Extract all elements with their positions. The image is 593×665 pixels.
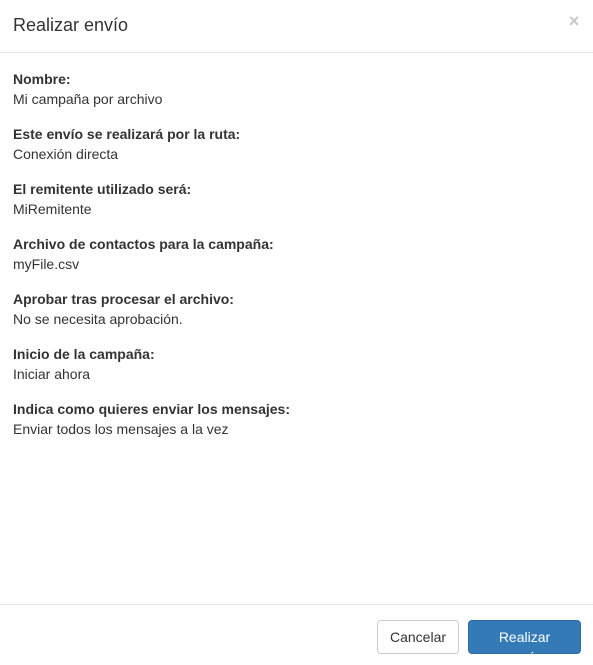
field-sender bbox=[13, 179, 580, 219]
field-value: myFile.csv bbox=[13, 256, 80, 272]
close-button[interactable] bbox=[567, 12, 581, 30]
field-approval bbox=[13, 289, 580, 329]
modal-title: Realizar envío bbox=[13, 15, 129, 35]
field-value: Iniciar ahora bbox=[13, 366, 91, 382]
close-icon: × bbox=[568, 11, 580, 31]
cancel-button[interactable]: Cancelar bbox=[377, 620, 459, 654]
field-contacts-file bbox=[13, 234, 580, 274]
field-route bbox=[13, 124, 580, 164]
field-label: Archivo de contactos para la campaña: bbox=[13, 236, 274, 252]
field-value: MiRemitente bbox=[13, 201, 92, 217]
field-value: Enviar todos los mensajes a la vez bbox=[13, 421, 229, 437]
field-value: Conexión directa bbox=[13, 146, 119, 162]
field-label: Inicio de la campaña: bbox=[13, 346, 155, 362]
field-label: Este envío se realizará por la ruta: bbox=[13, 126, 241, 142]
modal-body bbox=[0, 53, 593, 604]
submit-send-button[interactable]: Realizar envío bbox=[468, 620, 581, 654]
field-label: El remitente utilizado será: bbox=[13, 181, 192, 197]
field-send-mode bbox=[13, 399, 580, 439]
field-name bbox=[13, 69, 580, 109]
field-label: Nombre: bbox=[13, 71, 71, 87]
modal-footer bbox=[0, 604, 593, 665]
modal-header bbox=[0, 0, 593, 53]
field-label: Indica como quieres enviar los mensajes: bbox=[13, 401, 290, 417]
field-value: No se necesita aprobación. bbox=[13, 311, 183, 327]
field-value: Mi campaña por archivo bbox=[13, 91, 163, 107]
field-label: Aprobar tras procesar el archivo: bbox=[13, 291, 234, 307]
field-start bbox=[13, 344, 580, 384]
